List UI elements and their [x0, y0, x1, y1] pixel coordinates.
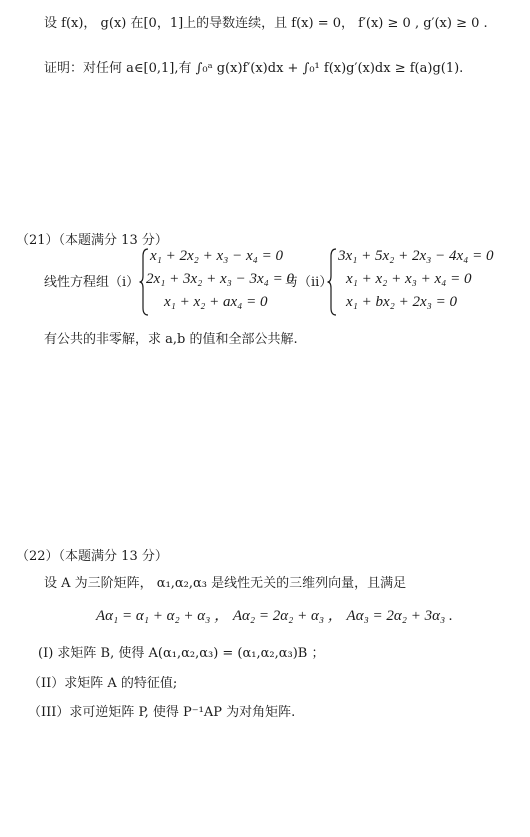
problem21-question: 有公共的非零解，求 a,b 的值和全部公共解.: [44, 332, 298, 347]
problem21-header: （21）（本题满分 13 分）: [16, 233, 168, 248]
system1-eq3: x₁ + x₂ + ax₄ = 0: [164, 294, 268, 310]
problem22-intro: 设 A 为三阶矩阵， α₁,α₂,α₃ 是线性无关的三维列向量，且满足: [44, 576, 407, 591]
problem20-condition: 设 f(x)， g(x) 在[0，1]上的导数连续，且 f(x) = 0， f′(x) ≥ 0 , g′(x) ≥ 0 .: [44, 16, 488, 31]
system1-eq1: x₁ + 2x₂ + x₃ − x₄ = 0: [150, 248, 283, 264]
system2-eq2: x₁ + x₂ + x₃ + x₄ = 0: [346, 271, 472, 287]
system2-eq1: 3x₁ + 5x₂ + 2x₃ − 4x₄ = 0: [338, 248, 494, 264]
system1-eq2: 2x₁ + 3x₂ + x₃ − 3x₄ = 0: [146, 271, 294, 287]
problem22-part2: （II）求矩阵 A 的特征值;: [28, 676, 178, 691]
problem22-part1: (I) 求矩阵 B, 使得 A(α₁,α₂,α₃) = (α₁,α₂,α₃)B ；: [38, 646, 325, 661]
system2-brace: [327, 248, 337, 316]
problem22-part3: （III）求可逆矩阵 P, 使得 P⁻¹AP 为对角矩阵.: [28, 705, 296, 720]
system2-eq3: x₁ + bx₂ + 2x₃ = 0: [346, 294, 457, 310]
problem22-header: （22）（本题满分 13 分）: [16, 549, 168, 564]
problem22-equation: Aα₁ = α₁ + α₂ + α₃ ， Aα₂ = 2α₂ + α₃ ， Aα₃ = 2α₂ + 3α₃ .: [96, 608, 453, 624]
problem21-connector: 与（ii）: [285, 275, 333, 290]
problem21-intro-label: 线性方程组（i）: [44, 275, 140, 290]
problem20-statement: 证明：对任何 a∈[0,1],有 ∫₀ᵃ g(x)f′(x)dx + ∫₀¹ f(x)g′(x)dx ≥ f(a)g(1).: [44, 61, 464, 76]
